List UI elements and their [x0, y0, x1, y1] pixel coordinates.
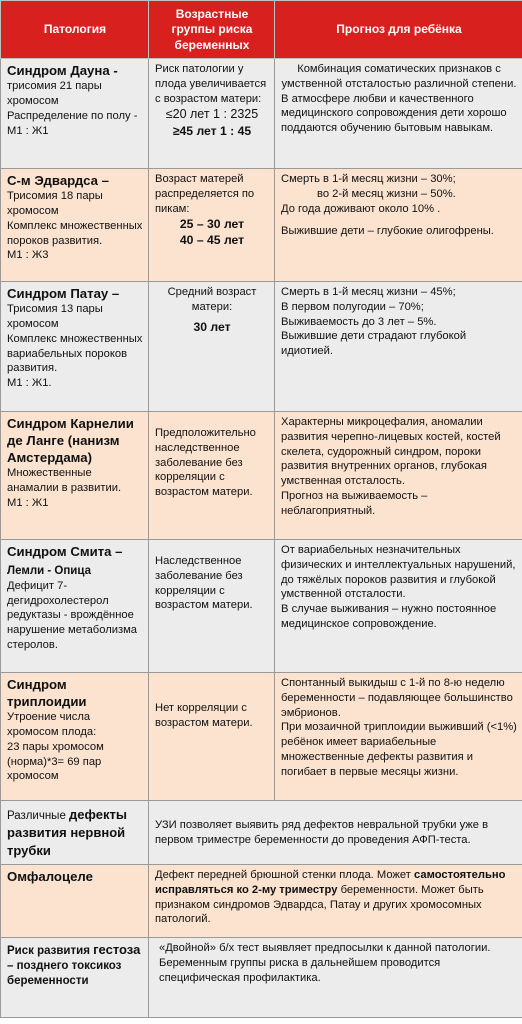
age-risk-text: Риск патологии у плода увеличивается с возрастом матери:	[155, 63, 267, 105]
pathology-cell	[1, 59, 149, 169]
age-risk-text: Наследственное заболевание без корреляции с возрастом матери.	[155, 555, 253, 612]
prognosis-cell	[275, 673, 522, 801]
table-row	[1, 540, 522, 673]
pathology-detail: Множественные анамалии в развитии.	[7, 467, 122, 495]
prognosis-text: Смерть в 1-й месяц жизни – 45%;	[281, 286, 456, 298]
pathology-name: Синдром Патау –	[7, 286, 120, 301]
pathology-detail: Утроение числа хромосом плода:	[7, 711, 97, 739]
table-row	[1, 938, 522, 1018]
pathology-detail: М1 : Ж1	[7, 497, 49, 510]
age-risk-cell	[149, 169, 275, 282]
header-age-risk: Возрастные группы риска беременных	[149, 1, 275, 59]
pathology-cell	[1, 938, 149, 1018]
pathology-cell	[1, 801, 149, 865]
header-pathology: Патология	[1, 1, 149, 59]
table-row	[1, 865, 522, 938]
prognosis-cell	[275, 540, 522, 673]
table-row	[1, 59, 522, 169]
age-risk-cell	[149, 282, 275, 412]
age-risk-cell	[149, 412, 275, 540]
age-risk-text: Предположительно наследственное заболевание без корреляции с возрастом матери.	[155, 427, 256, 499]
age-risk-cell	[149, 540, 275, 673]
pathology-cell	[1, 865, 149, 938]
pathology-cell	[1, 169, 149, 282]
header-prognosis: Прогноз для ребёнка	[275, 1, 522, 59]
pathology-name: Синдром триплоидии	[7, 677, 87, 710]
prognosis-text: В атмосфере любви и качественного медицинского сопровождения дети хорошо поддаются обучению бытовым навыкам.	[281, 92, 507, 135]
pathology-name: Синдром Карнелии де Ланге (нанизм Амстердама)	[7, 416, 134, 466]
age-risk-stat: 25 – 30 лет	[179, 217, 245, 232]
prognosis-cell	[275, 282, 522, 412]
age-risk-stat: ≤20 лет 1 : 2325	[165, 107, 259, 122]
prognosis-text: во 2-й месяц жизни – 50%.	[317, 187, 456, 200]
pathology-detail: 23 пары хромосом (норма)*3= 69 пар хромосом	[7, 740, 104, 783]
age-risk-stat: 30 лет	[193, 319, 231, 334]
pathology-detail: Комплекс множественных вариабельных пороков развития.	[7, 332, 143, 375]
age-risk-text: Нет корреляции с возрастом матери.	[155, 702, 253, 729]
pathology-name: Омфалоцеле	[7, 869, 93, 884]
prognosis-text: В первом полугодии – 70%;	[281, 300, 424, 313]
pathology-detail: трисомия 21 пары хромосом	[7, 80, 102, 107]
prognosis-cell	[275, 59, 522, 169]
pathology-cell	[1, 412, 149, 540]
header-row	[1, 1, 522, 59]
age-risk-cell	[149, 59, 275, 169]
prognosis-text: Выжившие дети страдают глубокой идиотией.	[281, 330, 467, 358]
spacer	[281, 216, 517, 224]
age-risk-text: Средний возраст матери:	[167, 286, 257, 313]
prognosis-text: В случае выживания – нужно постоянное медицинское сопровождение.	[281, 603, 497, 630]
pathology-detail: Трисомия 18 пары хромосом	[7, 190, 103, 217]
pathology-name: Синдром Дауна -	[7, 63, 118, 78]
prognosis-text: От вариабельных незначительных физических и интеллектуальных нарушений, до тяжёлых пороков развития и глубокой умственной отсталости.	[281, 544, 516, 601]
age-risk-stat: 40 – 45 лет	[179, 233, 245, 248]
prognosis-text: Выжившие дети – глубокие олигофрены.	[281, 225, 494, 238]
table-row	[1, 801, 522, 865]
pathology-detail: М1 : Ж3	[7, 249, 49, 262]
table-row	[1, 412, 522, 540]
prognosis-text: Характерны микроцефалия, аномалии развития черепно-лицевых костей, костей скелета, судорожный синдром, пороки развития внутренних органов, глубокая умственная отсталость.	[281, 416, 501, 488]
pathology-name: Различные дефекты развития нервной трубки	[7, 806, 127, 859]
prognosis-text: Спонтанный выкидыш с 1-й по 8-ю неделю беременности – подавляющее большинство эмбрионов.	[281, 677, 513, 719]
pathology-name: Синдром Смита – Лемли - Опица	[7, 544, 123, 577]
prognosis-text: Смерть в 1-й месяц жизни – 30%;	[281, 173, 456, 185]
prognosis-cell	[275, 412, 522, 540]
prognosis-text: До года доживают около 10% .	[281, 202, 441, 215]
description-bold-text: самостоятельно исправляться ко 2-му триместру	[155, 869, 506, 896]
description-text: Дефект передней брюшной стенки плода. Может	[155, 869, 411, 881]
prognosis-text: Комбинация соматических признаков с умственной отсталостью различной степени.	[281, 63, 517, 90]
age-risk-cell	[149, 673, 275, 801]
prognosis-cell	[275, 169, 522, 282]
pathology-cell	[1, 673, 149, 801]
description-cell: «Двойной» б/х тест выявляет предпосылки к данной патологии. Беременным группы риска в дальнейшем проводится специфическая профилактика.	[149, 938, 522, 1018]
age-risk-stat: ≥45 лет 1 : 45	[172, 123, 252, 138]
pathology-detail: Дефицит 7-дегидрохолестерол редуктазы - врождённое нарушение метаболизма стеролов.	[7, 579, 138, 651]
pathology-detail: Распределение по полу - М1 : Ж1	[7, 109, 138, 137]
pathology-cell	[1, 282, 149, 412]
pathology-cell	[1, 540, 149, 673]
prognosis-text: Выживаемость до 3 лет – 5%.	[281, 315, 437, 328]
age-risk-text: Возраст матерей распределяется по пикам:	[155, 173, 255, 215]
pathology-detail: М1 : Ж1.	[7, 377, 52, 390]
table-row	[1, 673, 522, 801]
pathology-name: Риск развития гестоза – позднего токсикоз беременности	[7, 942, 141, 988]
table-row	[1, 169, 522, 282]
description-cell: УЗИ позволяет выявить ряд дефектов невральной трубки уже в первом триместре беременности до проведения АФП-теста.	[149, 801, 522, 865]
pathology-name: С-м Эдвардса –	[7, 173, 109, 188]
table-row	[1, 282, 522, 412]
pathology-detail: Трисомия 13 пары хромосом	[7, 303, 103, 330]
description-cell	[149, 865, 522, 938]
description-text: беременности. Может быть признаком синдромов Эдвардса, Патау и других хромосомных патологий.	[155, 883, 484, 926]
prognosis-text: При мозаичной триплоидии выживший (<1%) ребёнок имеет вариабельные множественные дефекты развития и погибает в первые месяцы жизни.	[281, 721, 517, 778]
prognosis-text: Прогноз на выживаемость – неблагоприятный.	[281, 489, 428, 517]
pathology-detail: Комплекс множественных пороков развития.	[7, 219, 143, 247]
